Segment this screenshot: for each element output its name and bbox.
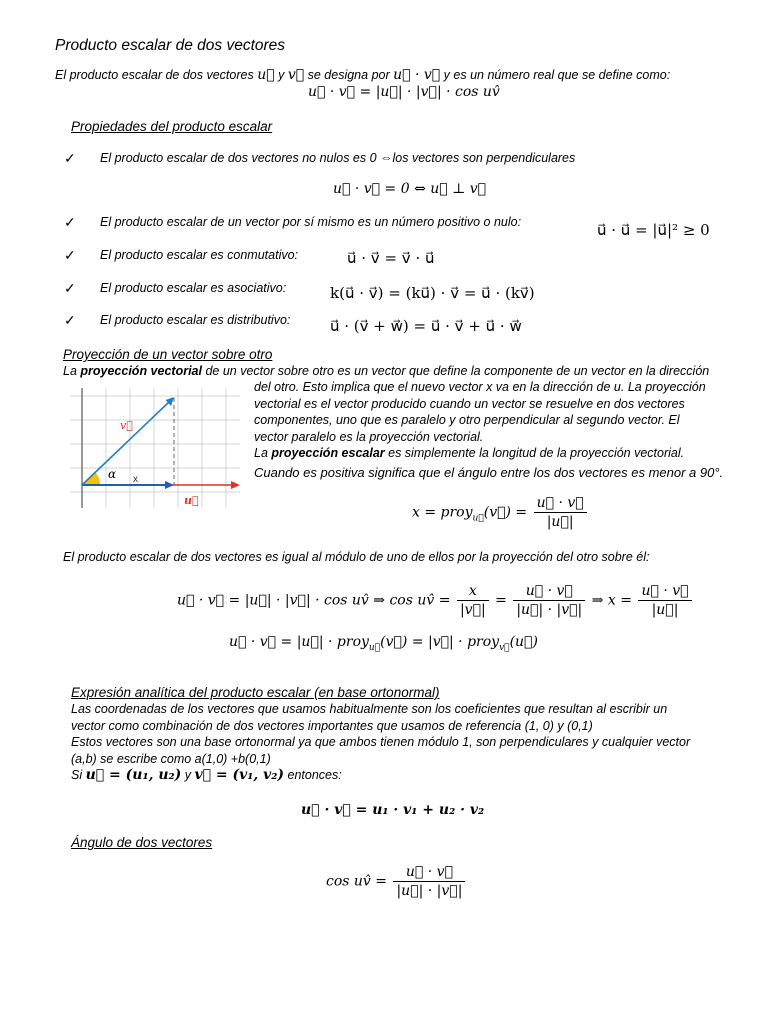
- projection-diagram: [66, 384, 242, 510]
- property-5-formula: u⃗ · (v⃗ + w⃗) = u⃗ · v⃗ + u⃗ · w⃗: [330, 317, 522, 335]
- analytic-si-a: Si: [71, 768, 86, 782]
- label-alpha: α: [108, 467, 117, 481]
- projection-line: vector paralelo es la proyección vectorial.: [254, 429, 484, 444]
- analytic-si-u: u⃗ = (u₁, u₂): [85, 767, 182, 783]
- relation-formula-1: [177, 583, 694, 618]
- projection-heading: Proyección de un vector sobre otro: [63, 347, 273, 362]
- properties-heading: Propiedades del producto escalar: [71, 119, 273, 134]
- analytic-si-v: v⃗ = (v₁, v₂): [194, 767, 285, 783]
- rel-f1-b: ⇒ x =: [591, 592, 632, 609]
- intro-text-a: El producto escalar de dos vectores: [55, 68, 258, 82]
- rel-f2-a: u⃗ · v⃗ = |u⃗| · proy: [229, 634, 369, 650]
- property-4-formula: k(u⃗ · v⃗) = (ku⃗) · v⃗ = u⃗ · (kv⃗): [330, 284, 535, 302]
- analytic-paragraph: [71, 701, 690, 784]
- analytic-line: Estos vectores son una base ortonormal ya que ambos tienen módulo 1, son perpendiculares y cualquier vector: [71, 735, 691, 749]
- label-x: x: [133, 474, 138, 485]
- projection-p2: [254, 445, 723, 462]
- proj-formula-fraction: [534, 495, 587, 530]
- projection-x-arrowhead: [165, 481, 174, 489]
- angle-fraction: [393, 864, 465, 899]
- page-title: Producto escalar de dos vectores: [55, 37, 286, 54]
- projection-line: vectorial es el vector producido cuando un vector se resuelve en dos vectores: [254, 396, 685, 411]
- rel-f1-a: u⃗ · v⃗ = |u⃗| · |v⃗| · cos uv̂ ⇒ cos uv̂ =: [177, 592, 451, 609]
- projection-formula: [412, 495, 589, 530]
- check-icon: ✓: [64, 280, 76, 296]
- proj-formula-arg: (v⃗) =: [483, 504, 528, 521]
- property-2-formula: u⃗ · u⃗ = |u⃗|² ≥ 0: [597, 221, 710, 239]
- projection-p2-b: es simplemente la longitud de la proyección vectorial.: [384, 446, 685, 460]
- property-3-formula: u⃗ · v⃗ = v⃗ · u⃗: [347, 249, 435, 267]
- intro-line: [55, 67, 670, 83]
- rel-f1-d2: |u⃗| · |v⃗|: [516, 602, 583, 618]
- rel-f1-frac1: [457, 583, 489, 618]
- rel-f1-d1: |v⃗|: [459, 602, 486, 618]
- projection-p1-a: La: [63, 364, 81, 378]
- projection-p1-bold: proyección vectorial: [80, 364, 202, 378]
- analytic-line: vector como combinación de dos vectores importantes que usamos de referencia (1, 0) y (0,1): [71, 718, 593, 733]
- analytic-si-b: entonces:: [284, 768, 342, 782]
- property-4-text: El producto escalar es asociativo:: [100, 281, 287, 295]
- check-icon: ✓: [64, 312, 76, 328]
- property-1-formula: u⃗ · v⃗ = 0 ⇔ u⃗ ⊥ v⃗: [333, 181, 487, 197]
- label-v: v⃗: [120, 419, 133, 432]
- analytic-formula: u⃗ · v⃗ = u₁ · v₁ + u₂ · v₂: [301, 802, 485, 818]
- projection-line: componentes, uno que es paralelo y otro perpendicular al segundo vector. El: [254, 413, 680, 427]
- intro-text-b: se designa por: [304, 68, 394, 82]
- rel-f1-n2: u⃗ · v⃗: [513, 583, 585, 601]
- definition-formula: u⃗ · v⃗ = |u⃗| · |v⃗| · cos uv̂: [308, 84, 500, 100]
- projection-paragraph-body: [254, 379, 723, 481]
- rel-f2-s1: u⃗: [368, 642, 381, 653]
- diagram-grid: [70, 388, 240, 508]
- analytic-heading: Expresión analítica del producto escalar (en base ortonormal): [71, 685, 440, 700]
- rel-f2-b: (v⃗) = |v⃗| · proy: [380, 634, 500, 650]
- check-icon: ✓: [64, 247, 76, 263]
- proj-formula-sub: u⃗: [472, 513, 484, 524]
- projection-line: del otro. Esto implica que el nuevo vector x va en la dirección de u. La proyección: [254, 380, 706, 394]
- analytic-si-y: y: [181, 768, 195, 782]
- analytic-line: (a,b) se escribe como a(1,0) +b(0,1): [71, 751, 271, 766]
- angle-num: u⃗ · v⃗: [393, 864, 465, 882]
- intro-text-c: y es un número real que se define como:: [440, 68, 671, 82]
- intro-vec-v: v⃗: [287, 67, 305, 83]
- check-icon: ✓: [64, 150, 76, 166]
- analytic-si-line: [71, 767, 690, 784]
- projection-p1-b: de un vector sobre otro es un vector que define la componente de un vector en la dirección: [201, 364, 710, 378]
- projection-p3: Cuando es positiva significa que el ángulo entre los dos vectores es menor a 90°.: [254, 464, 724, 480]
- property-3-text: El producto escalar es conmutativo:: [100, 248, 299, 262]
- proj-formula-den: |u⃗|: [546, 514, 574, 530]
- intro-udotv: u⃗ · v⃗: [393, 67, 441, 83]
- angle-formula: [326, 864, 467, 899]
- rel-f1-n1: x: [457, 583, 489, 601]
- vector-u-arrowhead: [231, 481, 240, 489]
- rel-f1-n3: u⃗ · v⃗: [638, 583, 691, 601]
- projection-p2-a: La: [254, 446, 272, 460]
- relation-formula-2: [229, 634, 538, 653]
- angle-heading: Ángulo de dos vectores: [71, 835, 213, 850]
- intro-vec-u: u⃗: [257, 67, 275, 83]
- property-1-text: El producto escalar de dos vectores no nulos es 0 ⇔los vectores son perpendiculares: [100, 151, 576, 165]
- label-u: u⃗: [184, 494, 199, 507]
- projection-paragraph-first: [63, 363, 709, 380]
- property-5-text: El producto escalar es distributivo:: [100, 313, 291, 327]
- intro-y: y: [278, 68, 285, 82]
- rel-f2-s2: v⃗: [499, 642, 510, 653]
- rel-f1-d3: |u⃗|: [651, 602, 679, 618]
- proj-formula-lhs: x = proy: [412, 504, 473, 521]
- projection-p2-bold: proyección escalar: [271, 446, 385, 460]
- rel-f2-c: (u⃗): [509, 634, 538, 650]
- angle-den: |u⃗| · |v⃗|: [396, 883, 463, 899]
- check-icon: ✓: [64, 214, 76, 230]
- rel-f1-frac3: [638, 583, 691, 618]
- relation-text: El producto escalar de dos vectores es igual al módulo de uno de ellos por la proyección del otro sobre él:: [63, 550, 650, 564]
- rel-f1-frac2: [513, 583, 585, 618]
- analytic-line: Las coordenadas de los vectores que usamos habitualmente son los coeficientes que resultan al escribir un: [71, 702, 668, 716]
- property-2-text: El producto escalar de un vector por sí mismo es un número positivo o nulo:: [100, 215, 522, 229]
- angle-lhs: cos uv̂ =: [326, 873, 388, 890]
- rel-f1-eq: =: [495, 592, 507, 609]
- vector-v-line: [82, 402, 169, 485]
- proj-formula-num: u⃗ · v⃗: [534, 495, 587, 513]
